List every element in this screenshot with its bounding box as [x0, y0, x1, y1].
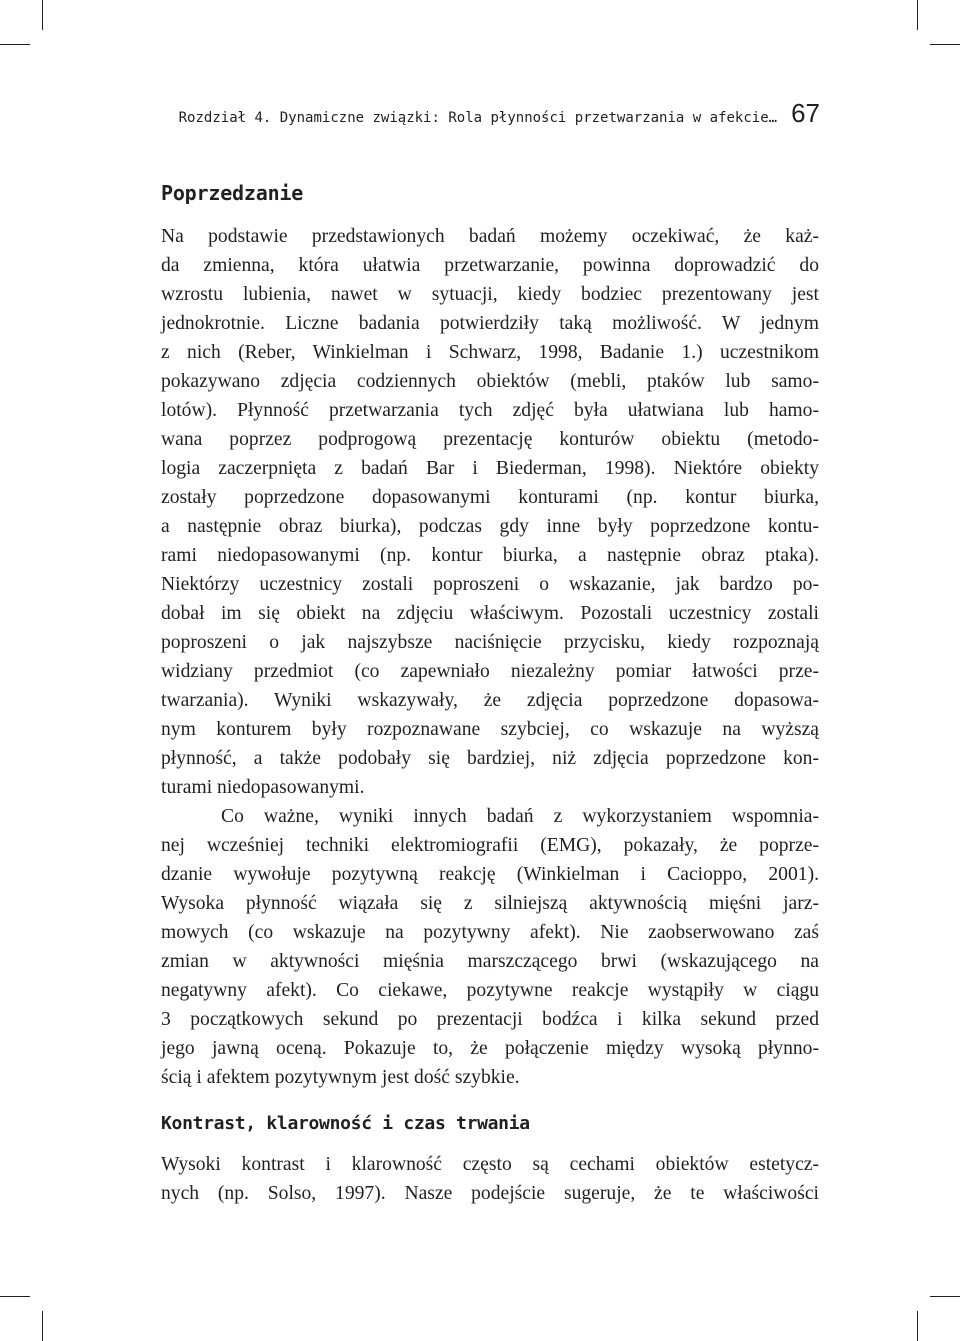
text-line: lotów). Płynność przetwarzania tych zdjęć była ułatwiana lub hamo-: [161, 400, 819, 421]
text-line: Na podstawie przedstawionych badań możemy oczekiwać, że każ-: [161, 226, 819, 247]
section-body-poprzedzanie: [161, 222, 819, 1092]
text-line: rami niedopasowanymi (np. kontur biurka, a następnie obraz ptaka).: [161, 545, 819, 566]
text-line: mowych (co wskazuje na pozytywny afekt). Nie zaobserwowano zaś: [161, 922, 819, 943]
text-line: wana poprzez podprogową prezentację konturów obiektu (metodo-: [161, 429, 819, 450]
text-line: zmian w aktywności mięśnia marszczącego brwi (wskazującego na: [161, 951, 819, 972]
text-line: z nich (Reber, Winkielman i Schwarz, 1998, Badanie 1.) uczestnikom: [161, 342, 819, 363]
crop-mark-bottom-right-vertical: [917, 1311, 918, 1341]
text-line: jednokrotnie. Liczne badania potwierdziły taką możliwość. W jednym: [161, 313, 819, 334]
crop-mark-bottom-left-vertical: [42, 1311, 43, 1341]
text-line: nych (np. Solso, 1997). Nasze podejście sugeruje, że te właściwości: [161, 1183, 819, 1204]
text-line: logia zaczerpnięta z badań Bar i Biederman, 1998). Niektóre obiekty: [161, 458, 819, 479]
text-line: dobał im się obiekt na zdjęciu właściwym. Pozostali uczestnicy zostali: [161, 603, 819, 624]
text-line: zostały poprzedzone dopasowanymi konturami (np. kontur biurka,: [161, 487, 819, 508]
text-line: twarzania). Wyniki wskazywały, że zdjęcia poprzedzone dopasowa-: [161, 690, 819, 711]
text-line: widziany przedmiot (co zapewniało niezależny pomiar łatwości prze-: [161, 661, 819, 682]
text-line: dzanie wywołuje pozytywną reakcję (Winkielman i Cacioppo, 2001).: [161, 864, 819, 885]
paragraph: [161, 1150, 819, 1208]
crop-mark-top-left-vertical: [42, 0, 43, 30]
running-head: Rozdział 4. Dynamiczne związki: Rola płynności przetwarzania w afekcie…: [178, 110, 778, 126]
text-line: wzrostu lubienia, nawet w sytuacji, kiedy bodziec prezentowany jest: [161, 284, 819, 305]
page-header: [160, 98, 820, 129]
text-line: ścią i afektem pozytywnym jest dość szybkie.: [161, 1067, 520, 1088]
crop-mark-top-left-horizontal: [0, 44, 30, 45]
crop-mark-bottom-right-horizontal: [930, 1296, 960, 1297]
text-line: nym konturem były rozpoznawane szybciej, co wskazuje na wyższą: [161, 719, 819, 740]
page-number: 67: [791, 98, 820, 128]
crop-mark-top-right-horizontal: [930, 44, 960, 45]
text-line: 3 początkowych sekund po prezentacji bodźca i kilka sekund przed: [161, 1009, 819, 1030]
section-heading-kontrast: Kontrast, klarowność i czas trwania: [161, 1113, 530, 1134]
text-line: płynność, a także podobały się bardziej, niż zdjęcia poprzedzone kon-: [161, 748, 819, 769]
text-line: a następnie obraz biurka), podczas gdy inne były poprzedzone kontu-: [161, 516, 819, 537]
paragraph: [161, 222, 819, 802]
crop-mark-top-right-vertical: [917, 0, 918, 30]
paragraph: [161, 802, 819, 1092]
section-body-kontrast: [161, 1150, 819, 1208]
text-line: da zmienna, która ułatwia przetwarzanie, powinna doprowadzić do: [161, 255, 819, 276]
text-line: Wysoka płynność wiązała się z silniejszą aktywnością mięśni jarz-: [161, 893, 819, 914]
text-line: Wysoki kontrast i klarowność często są cechami obiektów estetycz-: [161, 1154, 819, 1175]
section-heading-poprzedzanie: Poprzedzanie: [161, 181, 304, 205]
text-line: nej wcześniej techniki elektromiografii (EMG), pokazały, że poprze-: [161, 835, 819, 856]
text-line: pokazywano zdjęcia codziennych obiektów (mebli, ptaków lub samo-: [161, 371, 819, 392]
text-line: Niektórzy uczestnicy zostali poproszeni o wskazanie, jak bardzo po-: [161, 574, 819, 595]
text-line: negatywny afekt). Co ciekawe, pozytywne reakcje wystąpiły w ciągu: [161, 980, 819, 1001]
text-line: poproszeni o jak najszybsze naciśnięcie przycisku, kiedy rozpoznają: [161, 632, 819, 653]
text-line: turami niedopasowanymi.: [161, 777, 365, 798]
crop-mark-bottom-left-horizontal: [0, 1296, 30, 1297]
text-line: Co ważne, wyniki innych badań z wykorzystaniem wspomnia-: [221, 806, 819, 827]
text-line: jego jawną oceną. Pokazuje to, że połączenie między wysoką płynno-: [161, 1038, 819, 1059]
